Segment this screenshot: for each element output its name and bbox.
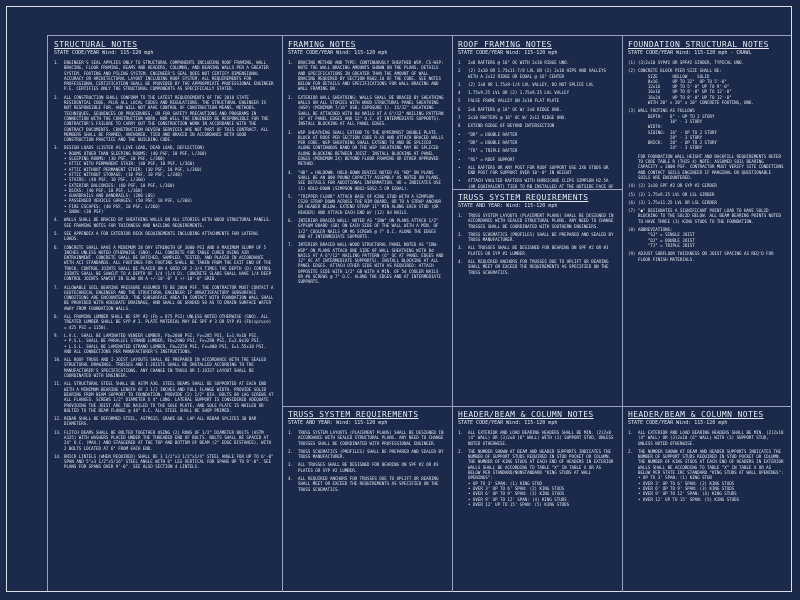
note-text: BRACING METHOD AND TYPE: CONTINUOUSLY SHEATHED WSP. CS-WSP: NOTE THE WALL BRACING AMOUNTS SHOWN ON THE PLANS. DETAILS AND SPECIFICATIONS IN GREATER THAN THE AMOUNT OF WALL BRACING REQUIRED BY SECTION R602.10 OF THE CODE. SEE NOTES BELOW FOR DETAILS AND SPECIFICATIONS FOR WALL BRACING AND WALL FRAMING OR.	[298, 60, 446, 92]
note-item	[288, 60, 446, 92]
note-text: WALLS SHALL BE BRACED BY SHEATHING WALLS ON ALL STORIES WITH WOOD STRUCTURAL PANELS. SEE FRAMING NOTES FOR THICKNESS AND NAILING REQUIREMENTS.	[64, 217, 274, 228]
note-number: 4.	[458, 259, 463, 265]
framing-notes-subtitle: STATE CODE/YEAR Wind: 115-120 mph	[288, 50, 388, 56]
note-text: ALL TRUSSES SHALL BE DESIGNED FOR BEARING ON SPF #2 OR #3 PLATES OR SYP #2 LUMBER.	[468, 245, 611, 256]
note-item	[54, 314, 276, 330]
roof-bullet	[458, 178, 616, 189]
truss-upper-subtitle: STATE AND YEAR: Wind: 115-120 mph	[458, 203, 558, 209]
roof-bullet-text: "DR" = DOUBLE RAFTER	[468, 131, 518, 137]
note-text: L.V.L. SHALL BE LAMINATED VENEER LUMBER, Fb=2600 PSI, Fv=285 PSI, E=1.9x10 PSI. • P.S.L. SHALL BE PARALLEL STRAND LUMBER, Fb=2900 PSI, Fv=290 PSI, E=2.0x10 PSI. • L.S.L. SHALL BE LAMINATED STRAND LUMBER, Fb=2250 PSI, Fv=400 PSI, E=1.55x10 PSI. AND ALL CONNECTIONS PER MANUFACTURER'S INSTRUCTIONS.	[64, 332, 267, 354]
note-item	[54, 381, 276, 413]
note-text: (3) 1.75x11.25 LVL OR LSL GIRDER	[638, 199, 717, 205]
note-number: 9.	[54, 332, 59, 338]
roof-item-number: 2	[458, 68, 461, 74]
note-item	[628, 154, 786, 180]
truss-lower-subtitle: STATE AND YEAR: Wind: 115-120 mph	[288, 420, 388, 426]
note-number: 5.	[288, 193, 293, 199]
roof-item-number: 4	[458, 90, 461, 96]
note-number: 7.	[288, 242, 293, 248]
roof-item	[458, 123, 616, 128]
note-text: ALL STRUCTURAL STEEL SHALL BE ASTM A36. STEEL BEAMS SHALL BE SUPPORTED AT EACH END WITH A MINIMUM BEARING LENGTH OF 3 1/2 INCHES AND FULL FLANGE WIDTH. PROVIDE SOLID BEARING FROM BEAM SUPPORT TO FOUNDATION. PROVIDE (2) 1/2" DIA. BOLTS OR LAG SCREWS AT ALL FLANGES. SCREWS 1/2" DIAMETER X 4" LONG. LATERAL SUPPORT IS CONSIDERED ADEQUATE PROVIDING THE JOIST ARE TOE NAILED TO THE SOLE PLATE, AND SOLE PLATE IS NAILED OR BOLTED TO THE BEAM FLANGE @ 48" O.C. ALL STEEL SHALL BE SHOP PRIMED.	[64, 381, 276, 413]
structural-notes-list	[54, 60, 276, 470]
roof-bullet-text: "TR" = TRIPLE RAFTER	[468, 148, 518, 154]
roof-bullet	[458, 140, 616, 145]
note-number: 6.	[54, 244, 59, 250]
note-number: 2.	[288, 448, 293, 454]
note-text: ALL TRUSSES SHALL BE DESIGNED FOR BEARING ON SPF #2 OR #3 PLATES OR SYP #2 LUMBER.	[298, 462, 441, 473]
roof-bullet-text: ALL RAFTERS OR ANY POST FOR ROOF SUPPORT USE 2X6 STUDS OR END POST FOR SUPPORT OVER 10'-0" IN HEIGHT	[468, 164, 611, 176]
note-number: 6.	[288, 218, 293, 224]
note-number: 4.	[54, 217, 59, 223]
note-number: 4.	[288, 169, 293, 175]
roof-framing-section	[452, 36, 622, 189]
note-text: (2) 2x10 SPF #2 OR SYP #2 GIRDER	[638, 183, 717, 189]
note-number: (2)	[628, 68, 636, 74]
roof-item-text: 1.75x9.25 LVL OR (2) 1.75x9.25 LVL VALLEY	[468, 90, 570, 96]
foundation-notes-section	[622, 36, 792, 406]
roof-framing-subtitle: STATE CODE/YEAR Wind: 115-120 mph	[458, 50, 558, 56]
note-item	[288, 95, 446, 127]
note-text: SEE APPENDIX A FOR EXTERIOR DECK REQUIREMENTS INCLUDING ATTACHMENTS FOR LATERAL LOADS.	[64, 230, 262, 242]
note-text: DESIGN LOADS (LISTED AS LIVE LOAD, DEAD LOAD, DEFLECTION) • ROOMS OTHER THAN SLEEPING ROOMS: (40 PSF, 10 PSF, L/360) • SLEEPING ROOMS: (30 PSF, 10 PSF, L/360) • ATTIC WITH PERMANENT STAIR: (40 PSF, 10 PSF, L/360) • ATTIC WITHOUT PERMANENT STAIR: (30 PSF, 10 PSF, L/360) • ATTIC WITHOUT STORAGE: (10 PSF, 10 PSF, L/240) • STAIRS: (40 PSF, 10 PSF, L/360) • EXTERIOR BALCONIES: (60 PSF, 10 PSF, L/360) • DECKS: (40 PSF, 10 PSF, L/360) • GUARDRAILS AND HANDRAILS: (200 LBS) • PASSENGER VEHICLE GARAGES: (50 PSF, 10 PSF, L/360) • FIRE ESCAPES: (40 PSF, 10 PSF, L/360) • SNOW: (30 PSF)	[64, 145, 207, 215]
note-item	[458, 232, 616, 243]
note-text: TRUSS SYSTEM LAYOUTS (PLACEMENT PLANS) SHALL BE DESIGNED IN ACCORDANCE WITH SEALED STRUCTURAL PLANS. ANY NEED TO CHANGE TRUSSES SHALL BE COORDINATED WITH SOUTHERN ENGINEERS.	[468, 213, 616, 229]
header-mid-list	[458, 430, 616, 507]
note-text: "●" DESIGNATES A SIGNIFICANT POINT LOAD TO HAVE SOLID BLOCKING TO THE SOLID BELOW. ALL BEAM BEARING POINTS NOTED TO HAVE THREE (3) KING STUDS TO THE FOUNDATION.	[638, 208, 784, 224]
note-text: FOR FOUNDATION WALL HEIGHT AND BACKFILL REQUIREMENTS REFER TO CODE TABLE R (THIS 4) NOTE: ASSUMED SOIL BEARING CAPACITY = 2000 PSF. CONTRACTOR MUST VERIFY SITE CONDITIONS AND CONTACT SOILS ENGINEER IF MARGINAL OR QUESTIONABLE SOILS ARE ENCOUNTERED.	[638, 153, 786, 180]
roof-item-text: (2) 2x10 OR 1.75x11-7/8 LVL OR (2) 2x10 HIPS AND VALLEYS WITH A 2x12 RIDGE OR EQUAL @ 16" CENTER	[468, 68, 609, 79]
note-text: REBAR SHALL BE DEFORMED STEEL, ASTM615, GRADE 60. LAP ALL REBAR SPLICES 30 BAR DIAMETERS.	[64, 416, 259, 427]
note-item	[628, 60, 786, 65]
note-text: EXTERIOR WALL SHEATHING: WALLS SHALL BE BRACED BY SHEATHING WALLS ON ALL STORIES WITH WOOD STRUCTURAL PANEL SHEATHING (WSP) (MINIMUM 7/16" OSB, EXPOSURE 1). 15/32" SHEATHING SHALL BE ATTACHED WITH 8d NAILS AT A 6"/12" NAILING PATTERN (6" AT PANEL EDGES AND 12" O.C. AT INTERMEDIATE SUPPORTS). INSTALL BLOCKING AT ALL PANEL EDGES.	[298, 94, 446, 127]
roof-item	[458, 68, 616, 79]
note-item	[628, 192, 786, 197]
note-item	[288, 218, 446, 239]
note-number: 2.	[628, 448, 633, 454]
note-item	[628, 183, 786, 188]
note-text: ALL EXTERIOR AND LOAD BEARING HEADERS SHALL BE MIN. (2)2x10 (4" WALL) OR (3)2x10 (6" WALL) WITH (1) SUPPORT STUD, UNLESS NOTED OTHERWISE.	[638, 430, 786, 446]
roof-bullet	[458, 148, 616, 153]
truss-requirements-lower-section	[282, 406, 452, 592]
note-text: CONCRETE SHALL HAVE A MINIMUM 28 DAY STRENGTH OF 3000 PSI AND A MAXIMUM SLUMP OF 5 INCHES UNLESS NOTED OTHERWISE (SNO). ALL CONCRETE FOR TABLE CURED USING AIR ENTRAINMENT. CONCRETE SHALL BE BATCHED, SAMPLED, TESTED, AND PLACED IN ACCORDANCE WITH ACI STANDARDS. ALL FOOTINGS FOR FOOTING SHALL BE TAKEN FROM THE EXIT END OF THE TRUCK. CONTROL JOINTS SHALL BE PLACED ON A GRID OF 2-3/4 TIMES THE DEPTH (D) CONTROL JOINTS SHALL BE SAWCUT TO A DEPTH OF 1/4 (1/4 D). CONCRETE SLABS SHALL HAVE 1/4 DEEP CONTROL JOINTS SAWCUT IN SLAB ON A +/-10'-0" X +/-10'-0" GRID.	[64, 244, 274, 282]
roof-item	[458, 60, 616, 65]
header-right-subtitle: STATE CODE/YEAR Wind: 115-120 mph	[628, 420, 728, 426]
note-item	[288, 242, 446, 284]
note-item	[458, 213, 616, 229]
note-number: 3.	[288, 462, 293, 468]
note-number: 11.	[54, 381, 62, 387]
note-text: ABBREVIATIONS: "SJ" = SINGLE JOIST "DJ" = DOUBLE JOIST "TJ" = TRIPLE JOIST	[638, 227, 695, 248]
note-number: (3)	[628, 108, 636, 114]
bullet-glyph: •	[458, 148, 461, 154]
roof-item-text: 2x8 RAFTERS @ 16" OC WITH 2x10 RIDGE UNO.	[468, 60, 570, 65]
note-number: (5)	[628, 191, 636, 197]
truss-upper-list	[458, 213, 616, 275]
note-number: 12.	[54, 416, 62, 422]
note-number: 10.	[54, 357, 62, 363]
note-text: CONCRETE BLOCK PIER SIZE SHALL BE: SIZE HOLLOW SOLID 8x16 UP TO 32" UP TO 5'-0" 12x16 UP TO 5'-0" UP TO 9'-0" 16x16 UP TO 8'-0" UP TO 12'-0" 16x24 UP TO 8'-0" UP TO 12'-0" WITH 20" x 20" x 10" CONCRETE FOOTING, UNO.	[638, 68, 754, 106]
note-item	[54, 245, 276, 282]
roof-item	[458, 107, 616, 112]
note-text: ENGINEER'S SEAL APPLIES ONLY TO STRUCTURAL COMPONENTS INCLUDING ROOF FRAMING, WALL BRACING, FLOOR FRAMING, BEAMS AND HEADERS, COLUMNS, AND BEARING WALLS PER A GREATER SYSTEM. FOOTING AND PILING SYSTEM. ENGINEER'S SEAL DOES NOT CERTIFY DIMENSIONAL ACCURACY OR ARCHITECTURAL LAYOUT INCLUDING ROOF SYSTEM. ALL REQUIREMENTS FOR PROFESSIONAL CERTIFICATION SHALL BE PROVIDED BY THE APPROPRIATE PROFESSIONAL ENGINEER P.E. CERTIFIES ONLY THE STRUCTURAL COMPONENTS AS SPECIFICALLY STATED.	[64, 60, 276, 92]
truss-lower-title: TRUSS SYSTEM REQUIREMENTS	[288, 410, 419, 419]
note-item	[628, 200, 786, 205]
note-text: ALL EXTERIOR AND LOAD BEARING HEADERS SHALL BE MIN. (2)2x8 (4" WALL) OR (3)2x8 (6" WALL) WITH (1) SUPPORT STUD, UNLESS NOTED OTHERWISE.	[468, 430, 616, 446]
note-text: WSP SHEATHING SHALL EXTEND TO THE UPPERMOST DOUBLE PLATE. BLOCK AT ROOF PER SECTION CODE R-XX AND ATTACH BRACED WALLS PER CODE. WSP SHEATHING SHALL EXTEND TO AND BE SPLICED ALONG CONTINUOUS BAND OR THE WSP SHEATHING MAY BE SPLICED ALONG BLOCKING BETWEEN JOIST. INSTALL BLOCKING AT PANEL EDGES (MINIMUM 2X) BEYOND FLOOR FRAMING OR OTHER APPROVED METHOD.	[298, 129, 446, 167]
header-right-list	[628, 430, 786, 502]
note-number: (6)	[628, 199, 636, 205]
roof-item-number: 1	[458, 60, 461, 65]
note-item	[288, 476, 446, 492]
note-text: THE NUMBER SHOWN AT BEAM AND HEADER SUPPORTS INDICATES THE NUMBER OF SUPPORT STUDS REQUIRED IN STUD POCKET OR COLUMN. THE NUMBER OF KING STUDS AT EACH END OF HEADERS IN EXTERIOR WALLS SHALL BE ACCORDING TO TABLE "X" IN TABLE X OR AS BELOW PER STATE IRC STANDARD "KING STUDS AT WALL OPENINGS": • UP TO 3' SPAN: (1) KING STUD • OVER 3' UP TO 6' SPAN: (2) KING STUDS • OVER 6' UP TO 9' SPAN: (3) KING STUDS • OVER 9' UP TO 12' SPAN: (4) KING STUDS • OVER 12' UP TO 15' SPAN: (5) KING STUDS	[638, 448, 784, 502]
note-text: ALL CONSTRUCTION SHALL CONFORM TO THE LATEST REQUIREMENTS OF THE 2018 STATE RESIDENTIAL CODE, PLUS ALL LOCAL CODES AND REGULATIONS. THE STRUCTURAL ENGINEER IS NOT RESPONSIBLE FOR, AND WILL NOT HAVE CONTROL OF CONSTRUCTION MEANS, METHODS, TECHNIQUES, SEQUENCES OR PROCEDURES, OR FOR SAFETY PRECAUTIONS AND PROGRAMS IN CONNECTION WITH THE CONSTRUCTION WORK, NOR WILL THE ENGINEER BE RESPONSIBLE FOR THE CONTRACTOR'S FAILURE TO CARRY OUT THE CONSTRUCTION WORK IN ACCORDANCE WITH THE CONTRACT DOCUMENTS. CONSTRUCTION REVIEW SERVICES ARE NOT PART OF THIS CONTRACT. ALL MEMBERS SHALL BE FRAMED, ANCHORED, TIED AND BRACED IN ACCORDANCE WITH GOOD CONSTRUCTION PRACTICE AND THE BUILDING CODE.	[64, 94, 272, 143]
note-item	[628, 108, 786, 150]
note-number: 2.	[458, 231, 463, 237]
roof-item	[458, 98, 616, 103]
note-text: TRUSS SCHEMATICS (PROFILES) SHALL BE PREPARED AND SEALED BY TRUSS MANUFACTURER.	[468, 231, 616, 243]
roof-item-number: 5	[458, 98, 461, 104]
notes-grid	[47, 35, 791, 591]
note-item	[628, 449, 786, 502]
note-item	[628, 430, 786, 446]
roof-item-number: 6	[458, 106, 461, 112]
bullet-glyph: •	[458, 178, 461, 184]
note-item	[288, 430, 446, 446]
note-number: 3.	[54, 145, 59, 151]
truss-lower-list	[288, 430, 446, 492]
note-number: 4.	[288, 476, 293, 482]
note-number: (8)	[628, 227, 636, 233]
note-item	[628, 208, 786, 224]
roof-item	[458, 82, 616, 87]
note-text: "HD" = HOLDOWN. HOLD-DOWN DEVICE NOTED AS "HD" ON PLANS SHALL BE AN 800 POUND CAPACITY ASSEMBLY AS NOTED ON PLANS. SEE DETAILS FOR ADDITIONAL INFORMATION. HD = INDICATES USE (1) HOLD-DOWN (SIMPSON HDU2-SDS2.5 OR EQUAL).	[298, 169, 444, 191]
note-item	[54, 333, 276, 354]
note-item	[458, 259, 616, 275]
note-text: WALL FOOTING AS FOLLOWS DEPTH: 8" - UP TO 2 STORY 10" - 3 STORY WIDTH: SIDING: 16" - UP TO 2 STORY 20" - 3 STORY BRICK: 20" - UP TO 2 STORY 24" - 3 STORY	[638, 108, 717, 151]
note-item	[54, 416, 276, 427]
note-text: ALL ROOF TRUSS AND I-JOIST LAYOUTS SHALL BE PREPARED IN ACCORDANCE WITH THE SEALED STRUCTURAL DRAWINGS. TRUSSES AND I-JOISTS SHALL BE INSTALLED ACCORDING TO THE MANUFACTURER'S SPECIFICATIONS. ANY CHANGE IN TRUSS OR I-JOIST LAYOUT SHALL BE COORDINATED WITH ENGINEER.	[64, 357, 269, 379]
bullet-glyph: •	[458, 131, 461, 137]
note-item	[288, 462, 446, 473]
roof-bullet-text: "RS" = ROOF SUPPORT	[468, 156, 515, 162]
note-item	[458, 245, 616, 256]
note-item	[54, 60, 276, 92]
note-text: BRICK LINTELS (WHEN REQUIRED) SHALL BE 3 1/2"x3 1/2"x1/4" STEEL ANGLE FOR UP TO 6'-0" SPAN AND 5"x3 1/2"x5/16" STEEL ANGLE WITH 6" LEG VERTICAL FOR SPANS UP TO 9'-0". SEE PLANS FOR SPANS OVER 9'-0". SEE ALSO SECTION 4 LINTELS.	[64, 453, 276, 470]
note-text: INTERIOR BRACED WALL: NOTED AS "IBW" ON PLANS ATTACH 1/2" GYPSUM BOARD (GB) ON EACH SIDE OF THE WALL WITH A MIN. OF 1/2" COOLER NAILS OR #6 SCREWS @ 7" O.C. ALONG THE EDGES AND AT INTERMEDIATE SUPPORTS.	[298, 218, 441, 239]
header-beam-mid-section	[452, 406, 622, 592]
note-number: 2.	[288, 94, 293, 100]
note-item	[54, 357, 276, 378]
header-beam-right-section	[622, 406, 792, 592]
note-item	[54, 285, 276, 311]
note-text: ADJUST SUBFLOOR THICKNESS OR JOIST SPACING AS REQ'D FOR FLOOR FINISH MATERIALS.	[638, 251, 777, 262]
note-number: 8.	[54, 314, 59, 320]
note-item	[288, 170, 446, 191]
roof-item-text: (2) 2x8 OR 1.75x9-1/4 LVL VALLEY, DO NOT SPLICE LVL	[468, 81, 594, 87]
roof-item-text: EXTEND RIDGE OF BEYOND INTERSECTION	[468, 123, 555, 129]
structural-notes-title: STRUCTURAL NOTES	[54, 40, 138, 49]
header-mid-subtitle: STATE CODE/YEAR Wind: 115-120 mph	[458, 420, 558, 426]
note-number: (7)	[628, 208, 636, 214]
note-number: 14.	[54, 453, 62, 459]
roof-bullet	[458, 132, 616, 137]
roof-item-number: 8	[458, 123, 461, 129]
note-item	[458, 430, 616, 446]
note-text: THE NUMBER SHOWN AT BEAM AND HEADER SUPPORTS INDICATES THE NUMBER OF SUPPORT STUDS REQUIRED IN STUD POCKET OR COLUMN. THE NUMBER OF KING STUDS AT EACH END OF HEADERS IN EXTERIOR WALLS SHALL BE ACCORDING TO TABLE "X" IN TABLE X OR AS BELOW PER STANDARD/NONSTANDARD "KING STUDS AT WALL OPENINGS": • UP TO 3' SPAN: (1) KING STUD • OVER 3' UP TO 6' SPAN: (2) KING STUDS • OVER 6' UP TO 9' SPAN: (3) KING STUDS • OVER 9' UP TO 12' SPAN: (4) KING STUDS • OVER 12' UP TO 15' SPAN: (5) KING STUDS	[468, 448, 614, 507]
note-number: 1.	[458, 430, 463, 435]
note-number: (9)	[628, 251, 636, 257]
note-number: 2.	[458, 448, 463, 454]
note-text: "TRIPPER FLOOR" ATTACH BASE OF KING STUD WITH A SIMPSON CS20 STRAP DOWN ACROSS THE RIM BOARD, OR TO A STRAP ANCHOR OR HEADER BELOW. EXTEND STRAP 11" MIN ALONG EACH STUD (OR HEADER) AND ATTACH EACH END W/ (12) 8d NAILS.	[298, 193, 444, 215]
roof-item	[458, 90, 616, 95]
note-number: 1.	[288, 430, 293, 435]
foundation-notes-subtitle: STATE CODE/YEAR Wind: 115-120 mph - CRAWL	[628, 50, 752, 56]
note-item	[54, 454, 276, 470]
foundation-notes-list	[628, 60, 786, 262]
note-item	[628, 68, 786, 105]
note-item	[288, 194, 446, 215]
note-number: 1.	[628, 430, 633, 435]
framing-notes-list	[288, 60, 446, 285]
note-item	[54, 217, 276, 228]
drawing-sheet	[6, 6, 792, 592]
roof-bullet	[458, 157, 616, 162]
roof-item-number: 3	[458, 81, 461, 87]
roof-framing-title: ROOF FRAMING NOTES	[458, 40, 552, 49]
note-item	[54, 231, 276, 242]
roof-item-text: FALSE FRAME VALLEY ON 2x10 FLAT PLATE	[468, 98, 560, 104]
note-text: ALLOWABLE SOIL BEARING PRESSURE ASSUMED TO BE 2000 PSF. THE CONTRACTOR MUST CONTACT A GEOTECHNICAL ENGINEER AND THE STRUCTURAL ENGINEER IF UNSATISFACTORY SUBSURFACE CONDITIONS ARE ENCOUNTERED. THE SUBSURFACE AREA IN CONTACT WITH FOUNDATION WALL SHALL BE PROVIDED WITH ADEQUATE DRAINAGE, AND SHALL BE GRADED SO AS TO DRAIN SURFACE WATER AWAY FROM FOUNDATION WALLS.	[64, 284, 276, 311]
note-item	[288, 130, 446, 167]
note-item	[458, 449, 616, 507]
note-item	[628, 227, 786, 248]
note-text: (2) 1.75x9.25 LVL OR LSL GIRDER	[638, 191, 715, 197]
bullet-glyph: •	[458, 156, 461, 162]
note-text: TRUSS SCHEMATICS (PROFILES) SHALL BE PREPARED AND SEALED BY TRUSS MANUFACTURER.	[298, 448, 446, 460]
note-text: ALL REQUIRED ANCHORS FOR TRUSSES DUE TO UPLIFT OR BEARING SHALL MEET OR EXCEED THE REQUIREMENTS AS SPECIFIED ON THE TRUSS SCHEMATICS.	[468, 259, 611, 275]
roof-bullet-text: "DR" = DOUBLE RAFTER	[468, 139, 518, 145]
note-item	[628, 251, 786, 262]
note-item	[54, 430, 276, 451]
note-item	[54, 95, 276, 143]
header-right-title: HEADER/BEAM & COLUMN NOTES	[628, 410, 764, 419]
roof-item	[458, 115, 616, 120]
roof-item-text: 2x10 RAFTERS @ 16" OC W/ 2x12 RIDGE UNO.	[468, 115, 567, 121]
roof-bullet-text: ATTACH VAULTED RAFTERS WITH HURRICANE CLIPS SIMPSON H2.5A (OR EQUIVALENT) TIED TO RB INSTALLED AT THE OUTSIDE FACE OF	[468, 178, 614, 189]
note-number: 3.	[458, 245, 463, 251]
note-number: 13.	[54, 429, 62, 435]
note-item	[54, 145, 276, 214]
note-text: FLITCH BEAMS SHALL BE BOLTED TOGETHER USING (2) ROWS OF 1/2" DIAMETER BOLTS (ASTM A325) WITH WASHERS PLACED UNDER THE THREADED END OF BOLTS. BOLTS SHALL BE SPACED AT 24" O.C. (MAX.) AND STAGGERED AT THE TOP AND BOTTOM OF BEAM (2" EDGE DISTANCE), WITH 2 BOLTS LOCATED AT 6" FROM EACH END.	[64, 429, 274, 451]
note-number: 5.	[54, 230, 59, 236]
note-number: (1)	[628, 60, 636, 65]
bullet-glyph: •	[458, 139, 461, 145]
structural-notes-subtitle: STATE CODE/YEAR Wind: 115-120 mph	[54, 50, 154, 56]
roof-bullet	[458, 165, 616, 176]
note-text: ALL REQUIRED ANCHORS FOR TRUSSES DUE TO UPLIFT OR BEARING SHALL MEET OR EXCEED THE REQUIREMENTS AS SPECIFIED ON THE TRUSS SCHEMATICS.	[298, 476, 441, 492]
truss-requirements-upper-section	[452, 189, 622, 406]
note-text: (3)2x10 SYP#2 OR SPF#2 GIRDER, TYPICAL UNO.	[638, 60, 744, 65]
note-number: 2.	[54, 94, 59, 100]
note-number: (4)	[628, 183, 636, 189]
note-text: ALL FRAMING LUMBER SHALL BE SPF #2 (Fb = 875 PSI) UNLESS NOTED OTHERWISE (SNO). ALL TREATED LUMBER SHALL BE SYP # 2. PLATE MATERIAL MAY BE SPF # 3 OR SYP #3 (Fb(spruce) = 425 PSI = 1150).	[64, 314, 274, 330]
bullet-glyph: •	[458, 164, 461, 170]
roof-framing-list	[458, 60, 616, 189]
note-number: 1.	[458, 213, 463, 218]
note-text: TRUSS SYSTEM LAYOUTS (PLACEMENT PLANS) SHALL BE DESIGNED IN ACCORDANCE WITH SEALED STRUCTURAL PLANS. ANY NEED TO CHANGE TRUSSES SHALL BE COORDINATED WITH PROFESSIONAL ENGINEER.	[298, 430, 446, 446]
note-number: 1.	[54, 60, 59, 65]
foundation-notes-title: FOUNDATION STRUCTURAL NOTES	[628, 40, 769, 49]
structural-notes-section	[48, 36, 282, 592]
note-number: 3.	[288, 129, 293, 135]
note-number: 7.	[54, 284, 59, 290]
framing-notes-section	[282, 36, 452, 406]
note-text: INTERIOR BRACED WALL-WOOD STRUCTURAL PANEL NOTED AS "IBW-WSP" ON PLANS ATTACH ONE SIDE OF WALL SHEATHING WITH 8d NAILS AT A 6"/12" NAILING PATTERN (6" OC AT PANEL EDGES AND 12" OC AT INTERMEDIATE SUPPORTS). INSTALL BLOCKING AT ALL PANEL EDGES. ATTACH OTHER SIDE WITH AS REQUIRED: ATTACH OPPOSITE SIDE WITH 1/2" GB WITH A MIN. OF 5d COOLER NAILS OR #6 SCREWS @ 7" O.C. ALONG THE EDGES AND AT INTERMEDIATE SUPPORTS.	[298, 242, 446, 285]
framing-notes-title: FRAMING NOTES	[288, 40, 356, 49]
note-item	[288, 449, 446, 460]
note-number: 1.	[288, 60, 293, 65]
roof-item-text: 2x6 RAFTERS @ 16" OC W/ 2x8 RIDGE UNO.	[468, 106, 562, 112]
truss-upper-title: TRUSS SYSTEM REQUIREMENTS	[458, 193, 589, 202]
header-mid-title: HEADER/BEAM & COLUMN NOTES	[458, 410, 594, 419]
roof-item-number: 7	[458, 115, 461, 121]
